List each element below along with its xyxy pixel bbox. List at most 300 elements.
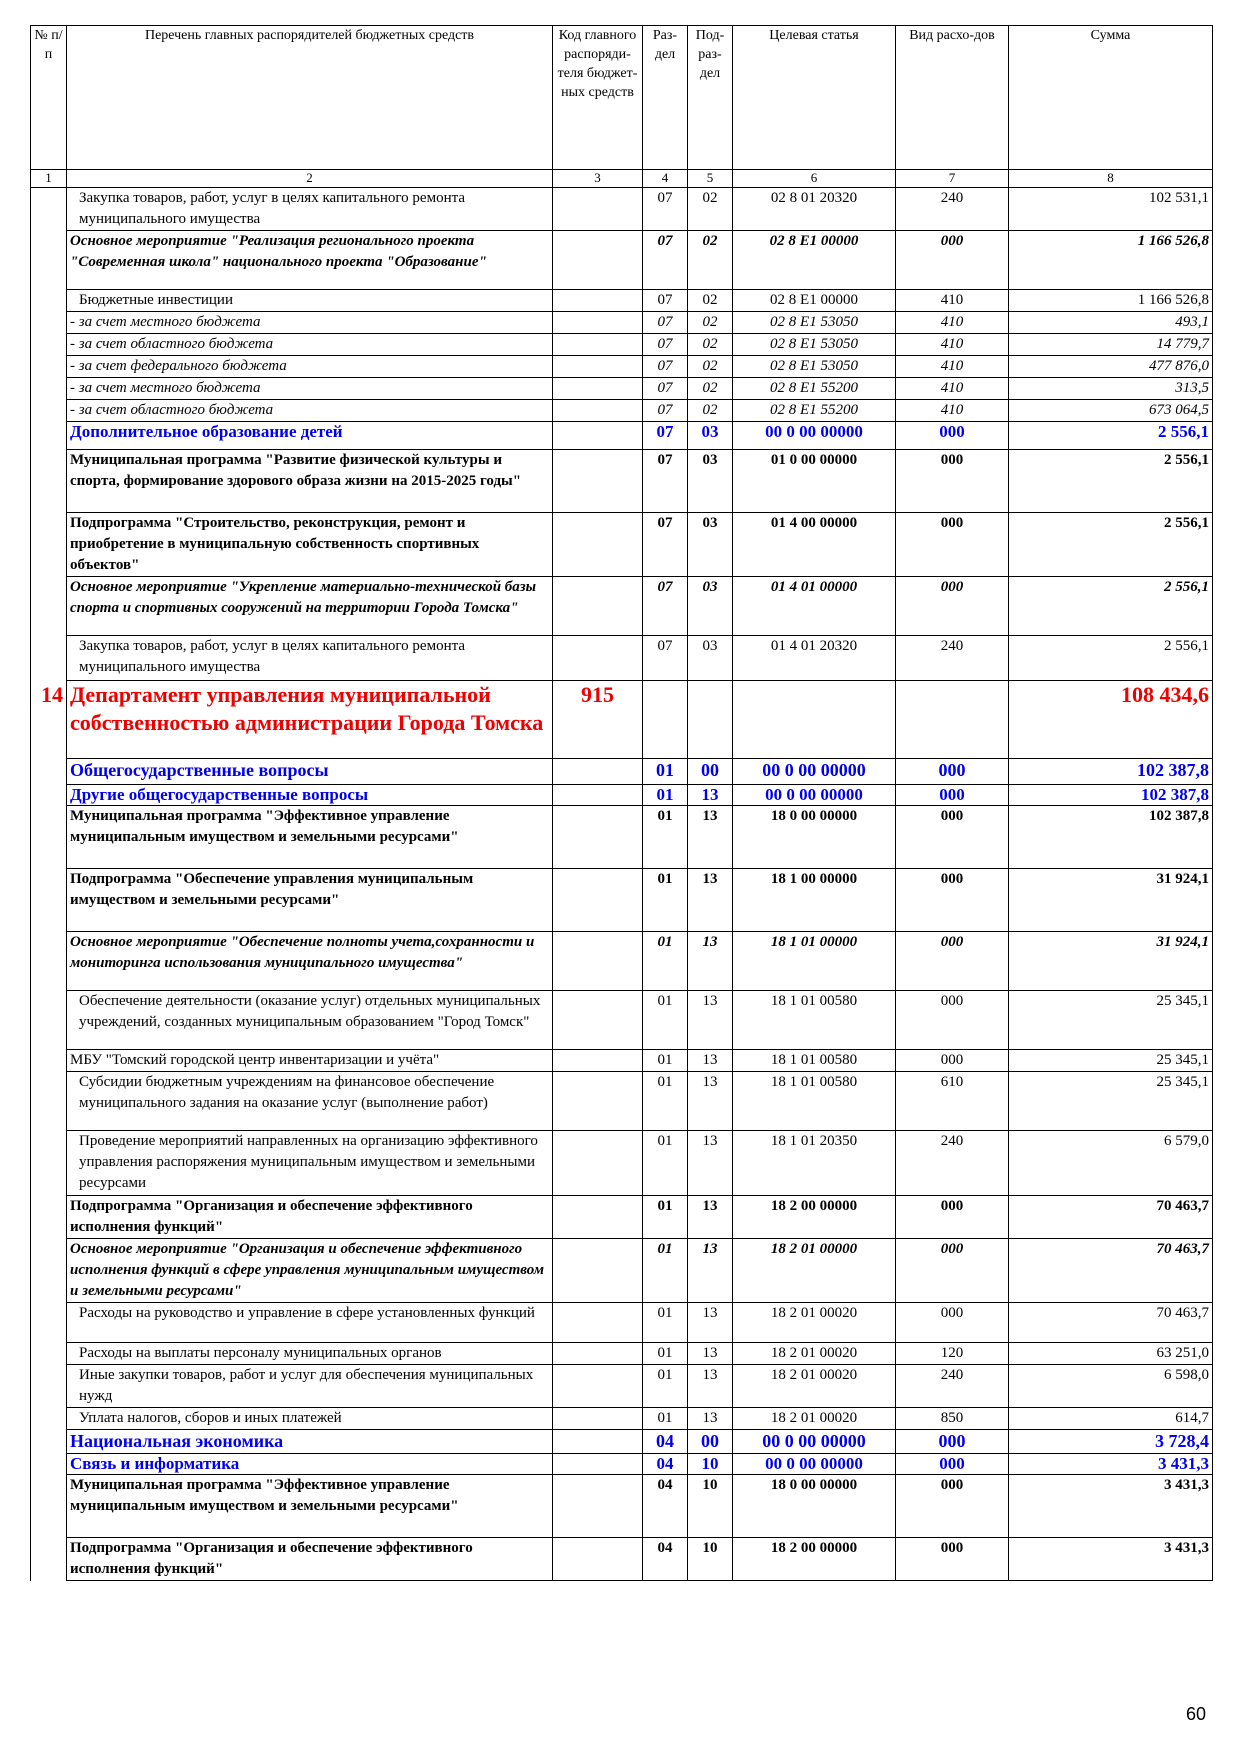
- row-target: 00 0 00 00000: [733, 759, 896, 785]
- row-razdel: 07: [643, 636, 688, 681]
- row-razdel: 01: [643, 1050, 688, 1072]
- row-code: [553, 1454, 643, 1475]
- row-number: [31, 422, 67, 450]
- row-number: [31, 1196, 67, 1239]
- row-target: 01 0 00 00000: [733, 450, 896, 513]
- budget-table-sheet: [30, 25, 1212, 1581]
- row-sum: 3 728,4: [1009, 1430, 1213, 1454]
- row-vid: 000: [896, 1303, 1009, 1343]
- row-target: 02 8 E1 55200: [733, 400, 896, 422]
- row-podrazdel: 02: [688, 378, 733, 400]
- row-target: 18 2 01 00020: [733, 1365, 896, 1408]
- row-target: 00 0 00 00000: [733, 422, 896, 450]
- row-podrazdel: 02: [688, 231, 733, 290]
- row-razdel: 07: [643, 290, 688, 312]
- row-podrazdel: 13: [688, 1303, 733, 1343]
- table-row: [31, 1430, 1213, 1454]
- row-code: [553, 450, 643, 513]
- row-code: [553, 1343, 643, 1365]
- row-code: [553, 422, 643, 450]
- page-number: 60: [1186, 1704, 1207, 1724]
- row-razdel: 04: [643, 1538, 688, 1581]
- column-number-row: [31, 170, 1213, 188]
- row-code: [553, 785, 643, 806]
- col-number: 4: [643, 170, 688, 188]
- row-code: [553, 1365, 643, 1408]
- row-target: 18 2 01 00020: [733, 1408, 896, 1430]
- row-code: [553, 356, 643, 378]
- row-target: 18 1 00 00000: [733, 869, 896, 932]
- row-name: Подпрограмма "Строительство, реконструкция, ремонт и приобретение в муниципальную собственность спортивных объектов": [67, 513, 553, 577]
- row-code: [553, 188, 643, 231]
- row-podrazdel: 03: [688, 450, 733, 513]
- table-row: [31, 1343, 1213, 1365]
- row-podrazdel: 02: [688, 290, 733, 312]
- header-podrazdel: Под-раз-дел: [688, 26, 733, 170]
- col-number: 3: [553, 170, 643, 188]
- row-razdel: 01: [643, 1239, 688, 1303]
- row-podrazdel: 02: [688, 400, 733, 422]
- row-sum: 3 431,3: [1009, 1538, 1213, 1581]
- row-razdel: 01: [643, 806, 688, 869]
- row-vid: 000: [896, 932, 1009, 991]
- row-name: МБУ "Томский городской центр инвентаризации и учёта": [67, 1050, 553, 1072]
- table-row: [31, 932, 1213, 991]
- table-row: [31, 1454, 1213, 1475]
- row-target: 18 2 01 00020: [733, 1303, 896, 1343]
- row-razdel: 01: [643, 785, 688, 806]
- row-code: [553, 806, 643, 869]
- row-code: [553, 636, 643, 681]
- row-vid: 000: [896, 1454, 1009, 1475]
- col-number: 8: [1009, 170, 1213, 188]
- row-sum: 2 556,1: [1009, 577, 1213, 636]
- row-sum: 2 556,1: [1009, 636, 1213, 681]
- row-podrazdel: 02: [688, 356, 733, 378]
- row-vid: 000: [896, 450, 1009, 513]
- header-vid: Вид расхо-дов: [896, 26, 1009, 170]
- row-razdel: 07: [643, 422, 688, 450]
- row-razdel: 04: [643, 1475, 688, 1538]
- row-podrazdel: 13: [688, 1408, 733, 1430]
- table-row: [31, 1538, 1213, 1581]
- row-razdel: 01: [643, 1303, 688, 1343]
- row-number: [31, 869, 67, 932]
- row-podrazdel: 13: [688, 932, 733, 991]
- table-row: [31, 290, 1213, 312]
- row-target: 02 8 E1 53050: [733, 356, 896, 378]
- row-number: [31, 1475, 67, 1538]
- row-number: 14: [31, 681, 67, 759]
- row-sum: 102 387,8: [1009, 759, 1213, 785]
- row-vid: 000: [896, 1050, 1009, 1072]
- row-podrazdel: 02: [688, 188, 733, 231]
- row-number: [31, 312, 67, 334]
- row-vid: 000: [896, 577, 1009, 636]
- row-podrazdel: 13: [688, 1239, 733, 1303]
- table-row: [31, 991, 1213, 1050]
- row-podrazdel: 13: [688, 1050, 733, 1072]
- row-name: Основное мероприятие "Укрепление материально-технической базы спорта и спортивных сооружений на территории Города Томска": [67, 577, 553, 636]
- row-number: [31, 1303, 67, 1343]
- row-sum: 313,5: [1009, 378, 1213, 400]
- row-name: Общегосударственные вопросы: [67, 759, 553, 785]
- row-name: Муниципальная программа "Развитие физической культуры и спорта, формирование здорового образа жизни на 2015-2025 годы": [67, 450, 553, 513]
- row-podrazdel: 13: [688, 1131, 733, 1196]
- header-target: Целевая статья: [733, 26, 896, 170]
- row-razdel: 07: [643, 231, 688, 290]
- row-sum: 1 166 526,8: [1009, 231, 1213, 290]
- row-name: Проведение мероприятий направленных на организацию эффективного управления распоряжения муниципальным имуществом и земельными ресурсами: [67, 1131, 553, 1196]
- row-razdel: 07: [643, 400, 688, 422]
- col-number: 7: [896, 170, 1009, 188]
- row-number: [31, 577, 67, 636]
- row-target: 02 8 E1 53050: [733, 312, 896, 334]
- row-target: 18 2 01 00020: [733, 1343, 896, 1365]
- row-podrazdel: 13: [688, 991, 733, 1050]
- row-sum: 1 166 526,8: [1009, 290, 1213, 312]
- row-vid: 000: [896, 1538, 1009, 1581]
- row-name: Закупка товаров, работ, услуг в целях капитального ремонта муниципального имущества: [67, 188, 553, 231]
- row-razdel: 01: [643, 991, 688, 1050]
- row-podrazdel: 13: [688, 869, 733, 932]
- row-target: 01 4 01 20320: [733, 636, 896, 681]
- row-sum: 102 387,8: [1009, 785, 1213, 806]
- row-podrazdel: 13: [688, 806, 733, 869]
- table-row: [31, 231, 1213, 290]
- row-code: [553, 1538, 643, 1581]
- row-vid: 000: [896, 1196, 1009, 1239]
- row-code: [553, 378, 643, 400]
- row-vid: 000: [896, 785, 1009, 806]
- row-target: 02 8 E1 55200: [733, 378, 896, 400]
- table-row: [31, 513, 1213, 577]
- table-row: [31, 636, 1213, 681]
- row-sum: 14 779,7: [1009, 334, 1213, 356]
- row-sum: 614,7: [1009, 1408, 1213, 1430]
- row-vid: 610: [896, 1072, 1009, 1131]
- row-name: - за счет местного бюджета: [67, 312, 553, 334]
- row-name: Уплата налогов, сборов и иных платежей: [67, 1408, 553, 1430]
- col-number: 5: [688, 170, 733, 188]
- row-sum: 31 924,1: [1009, 869, 1213, 932]
- row-target: 02 8 E1 00000: [733, 231, 896, 290]
- row-sum: 477 876,0: [1009, 356, 1213, 378]
- row-target: 00 0 00 00000: [733, 785, 896, 806]
- table-row: [31, 1365, 1213, 1408]
- col-number: 6: [733, 170, 896, 188]
- row-vid: 410: [896, 378, 1009, 400]
- header-name: Перечень главных распорядителей бюджетных средств: [67, 26, 553, 170]
- row-target: 18 1 01 20350: [733, 1131, 896, 1196]
- row-name: - за счет местного бюджета: [67, 378, 553, 400]
- row-code: [553, 991, 643, 1050]
- row-sum: 70 463,7: [1009, 1239, 1213, 1303]
- row-sum: 25 345,1: [1009, 1072, 1213, 1131]
- table-row: [31, 1475, 1213, 1538]
- row-code: [553, 1475, 643, 1538]
- row-sum: 6 598,0: [1009, 1365, 1213, 1408]
- row-number: [31, 1538, 67, 1581]
- row-code: [553, 231, 643, 290]
- row-razdel: 01: [643, 1196, 688, 1239]
- row-vid: 410: [896, 356, 1009, 378]
- row-razdel: 01: [643, 1365, 688, 1408]
- row-target: 18 2 00 00000: [733, 1538, 896, 1581]
- row-number: [31, 759, 67, 785]
- row-sum: 108 434,6: [1009, 681, 1213, 759]
- table-row: [31, 422, 1213, 450]
- row-number: [31, 636, 67, 681]
- row-vid: 410: [896, 400, 1009, 422]
- table-row: [31, 334, 1213, 356]
- row-number: [31, 1343, 67, 1365]
- table-row: [31, 356, 1213, 378]
- row-podrazdel: 03: [688, 422, 733, 450]
- row-sum: 31 924,1: [1009, 932, 1213, 991]
- table-row: [31, 1050, 1213, 1072]
- row-code: [553, 759, 643, 785]
- row-target: 18 2 01 00000: [733, 1239, 896, 1303]
- row-name: - за счет федерального бюджета: [67, 356, 553, 378]
- row-number: [31, 378, 67, 400]
- row-name: Связь и информатика: [67, 1454, 553, 1475]
- row-number: [31, 932, 67, 991]
- row-razdel: 01: [643, 1343, 688, 1365]
- row-vid: 000: [896, 869, 1009, 932]
- row-vid: 240: [896, 1365, 1009, 1408]
- row-razdel: 01: [643, 1072, 688, 1131]
- row-vid: 240: [896, 188, 1009, 231]
- row-podrazdel: 03: [688, 636, 733, 681]
- header-num: № п/п: [31, 26, 67, 170]
- row-target: 00 0 00 00000: [733, 1430, 896, 1454]
- row-vid: 000: [896, 1430, 1009, 1454]
- table-row: [31, 1408, 1213, 1430]
- row-podrazdel: 13: [688, 1343, 733, 1365]
- table-row: [31, 1303, 1213, 1343]
- table-row: [31, 759, 1213, 785]
- row-name: Основное мероприятие "Обеспечение полноты учета,сохранности и мониторинга использования муниципального имущества": [67, 932, 553, 991]
- row-podrazdel: 03: [688, 577, 733, 636]
- row-name: Обеспечение деятельности (оказание услуг) отдельных муниципальных учреждений, созданных муниципальным образованием "Город Томск": [67, 991, 553, 1050]
- row-name: Национальная экономика: [67, 1430, 553, 1454]
- row-name: Другие общегосударственные вопросы: [67, 785, 553, 806]
- row-target: 02 8 E1 53050: [733, 334, 896, 356]
- row-number: [31, 400, 67, 422]
- header-row: [31, 26, 1213, 170]
- row-vid: [896, 681, 1009, 759]
- table-body: [31, 188, 1213, 1581]
- row-name: Бюджетные инвестиции: [67, 290, 553, 312]
- row-number: [31, 356, 67, 378]
- header-sum: Сумма: [1009, 26, 1213, 170]
- row-razdel: 07: [643, 513, 688, 577]
- row-sum: 25 345,1: [1009, 991, 1213, 1050]
- row-razdel: 07: [643, 334, 688, 356]
- table-row: [31, 1239, 1213, 1303]
- row-podrazdel: 13: [688, 1072, 733, 1131]
- row-number: [31, 1072, 67, 1131]
- table-row: [31, 869, 1213, 932]
- row-vid: 120: [896, 1343, 1009, 1365]
- row-code: [553, 1408, 643, 1430]
- row-razdel: 07: [643, 577, 688, 636]
- row-target: 18 0 00 00000: [733, 1475, 896, 1538]
- row-code: [553, 513, 643, 577]
- row-number: [31, 1239, 67, 1303]
- row-target: 02 8 01 20320: [733, 188, 896, 231]
- row-podrazdel: 13: [688, 785, 733, 806]
- row-podrazdel: 13: [688, 1196, 733, 1239]
- table-row: [31, 312, 1213, 334]
- row-podrazdel: 02: [688, 312, 733, 334]
- row-target: 01 4 01 00000: [733, 577, 896, 636]
- row-vid: 240: [896, 1131, 1009, 1196]
- row-sum: 3 431,3: [1009, 1454, 1213, 1475]
- row-name: Основное мероприятие "Реализация регионального проекта "Современная школа" национального проекта "Образование": [67, 231, 553, 290]
- row-target: [733, 681, 896, 759]
- row-number: [31, 806, 67, 869]
- table-row: [31, 450, 1213, 513]
- row-number: [31, 450, 67, 513]
- row-vid: 410: [896, 312, 1009, 334]
- row-vid: 240: [896, 636, 1009, 681]
- row-sum: 102 387,8: [1009, 806, 1213, 869]
- row-number: [31, 1050, 67, 1072]
- row-name: Подпрограмма "Обеспечение управления муниципальным имуществом и земельными ресурсами": [67, 869, 553, 932]
- row-vid: 000: [896, 422, 1009, 450]
- row-number: [31, 513, 67, 577]
- row-code: [553, 869, 643, 932]
- row-podrazdel: 00: [688, 1430, 733, 1454]
- row-name: Подпрограмма "Организация и обеспечение эффективного исполнения функций": [67, 1196, 553, 1239]
- row-name: Иные закупки товаров, работ и услуг для обеспечения муниципальных нужд: [67, 1365, 553, 1408]
- row-target: 18 1 01 00580: [733, 1050, 896, 1072]
- row-podrazdel: [688, 681, 733, 759]
- row-code: [553, 290, 643, 312]
- row-name: Дополнительное образование детей: [67, 422, 553, 450]
- row-target: 01 4 00 00000: [733, 513, 896, 577]
- row-code: [553, 1303, 643, 1343]
- row-code: [553, 400, 643, 422]
- header-razdel: Раз-дел: [643, 26, 688, 170]
- row-sum: 63 251,0: [1009, 1343, 1213, 1365]
- table-row: [31, 1131, 1213, 1196]
- row-code: [553, 1430, 643, 1454]
- row-target: 02 8 E1 00000: [733, 290, 896, 312]
- row-razdel: 01: [643, 932, 688, 991]
- row-number: [31, 290, 67, 312]
- row-target: 18 1 01 00000: [733, 932, 896, 991]
- row-podrazdel: 10: [688, 1475, 733, 1538]
- row-number: [31, 1365, 67, 1408]
- row-number: [31, 1131, 67, 1196]
- row-code: [553, 1131, 643, 1196]
- row-target: 18 0 00 00000: [733, 806, 896, 869]
- row-razdel: 07: [643, 188, 688, 231]
- row-podrazdel: 00: [688, 759, 733, 785]
- table-row: [31, 400, 1213, 422]
- row-sum: 6 579,0: [1009, 1131, 1213, 1196]
- row-vid: 000: [896, 759, 1009, 785]
- row-sum: 2 556,1: [1009, 422, 1213, 450]
- row-number: [31, 1454, 67, 1475]
- row-vid: 000: [896, 513, 1009, 577]
- row-podrazdel: 02: [688, 334, 733, 356]
- table-row: [31, 806, 1213, 869]
- row-number: [31, 1430, 67, 1454]
- row-code: [553, 312, 643, 334]
- row-razdel: 07: [643, 312, 688, 334]
- row-vid: 000: [896, 231, 1009, 290]
- row-vid: 000: [896, 806, 1009, 869]
- row-number: [31, 785, 67, 806]
- table-row: [31, 188, 1213, 231]
- row-code: [553, 1072, 643, 1131]
- row-name: Муниципальная программа "Эффективное управление муниципальным имуществом и земельными ресурсами": [67, 806, 553, 869]
- table-row: [31, 378, 1213, 400]
- header-code: Код главного распоряди-теля бюджет-ных средств: [553, 26, 643, 170]
- row-name: Субсидии бюджетным учреждениям на финансовое обеспечение муниципального задания на оказание услуг (выполнение работ): [67, 1072, 553, 1131]
- table-row: [31, 1196, 1213, 1239]
- row-razdel: 01: [643, 1131, 688, 1196]
- row-code: [553, 1196, 643, 1239]
- row-sum: 25 345,1: [1009, 1050, 1213, 1072]
- row-code: [553, 1050, 643, 1072]
- row-number: [31, 334, 67, 356]
- row-sum: 3 431,3: [1009, 1475, 1213, 1538]
- row-sum: 70 463,7: [1009, 1303, 1213, 1343]
- row-podrazdel: 03: [688, 513, 733, 577]
- row-vid: 410: [896, 290, 1009, 312]
- row-name: Основное мероприятие "Организация и обеспечение эффективного исполнения функций в сфере управления муниципальным имуществом и земельными ресурсами": [67, 1239, 553, 1303]
- row-sum: 493,1: [1009, 312, 1213, 334]
- row-razdel: 07: [643, 450, 688, 513]
- row-razdel: 01: [643, 759, 688, 785]
- row-name: Муниципальная программа "Эффективное управление муниципальным имуществом и земельными ресурсами": [67, 1475, 553, 1538]
- row-sum: 70 463,7: [1009, 1196, 1213, 1239]
- row-razdel: 07: [643, 356, 688, 378]
- row-vid: 000: [896, 1475, 1009, 1538]
- table-row: [31, 1072, 1213, 1131]
- col-number: 1: [31, 170, 67, 188]
- row-vid: 000: [896, 991, 1009, 1050]
- row-name: - за счет областного бюджета: [67, 334, 553, 356]
- row-code: 915: [553, 681, 643, 759]
- row-code: [553, 932, 643, 991]
- row-razdel: 04: [643, 1430, 688, 1454]
- row-target: 00 0 00 00000: [733, 1454, 896, 1475]
- row-name: Закупка товаров, работ, услуг в целях капитального ремонта муниципального имущества: [67, 636, 553, 681]
- row-razdel: 04: [643, 1454, 688, 1475]
- row-vid: 410: [896, 334, 1009, 356]
- table-row: [31, 681, 1213, 759]
- row-number: [31, 991, 67, 1050]
- row-razdel: [643, 681, 688, 759]
- row-sum: 2 556,1: [1009, 450, 1213, 513]
- row-number: [31, 231, 67, 290]
- col-number: 2: [67, 170, 553, 188]
- row-name: Подпрограмма "Организация и обеспечение эффективного исполнения функций": [67, 1538, 553, 1581]
- row-code: [553, 577, 643, 636]
- row-razdel: 01: [643, 1408, 688, 1430]
- table-row: [31, 785, 1213, 806]
- row-sum: 102 531,1: [1009, 188, 1213, 231]
- row-name: - за счет областного бюджета: [67, 400, 553, 422]
- row-target: 18 1 01 00580: [733, 1072, 896, 1131]
- row-podrazdel: 10: [688, 1538, 733, 1581]
